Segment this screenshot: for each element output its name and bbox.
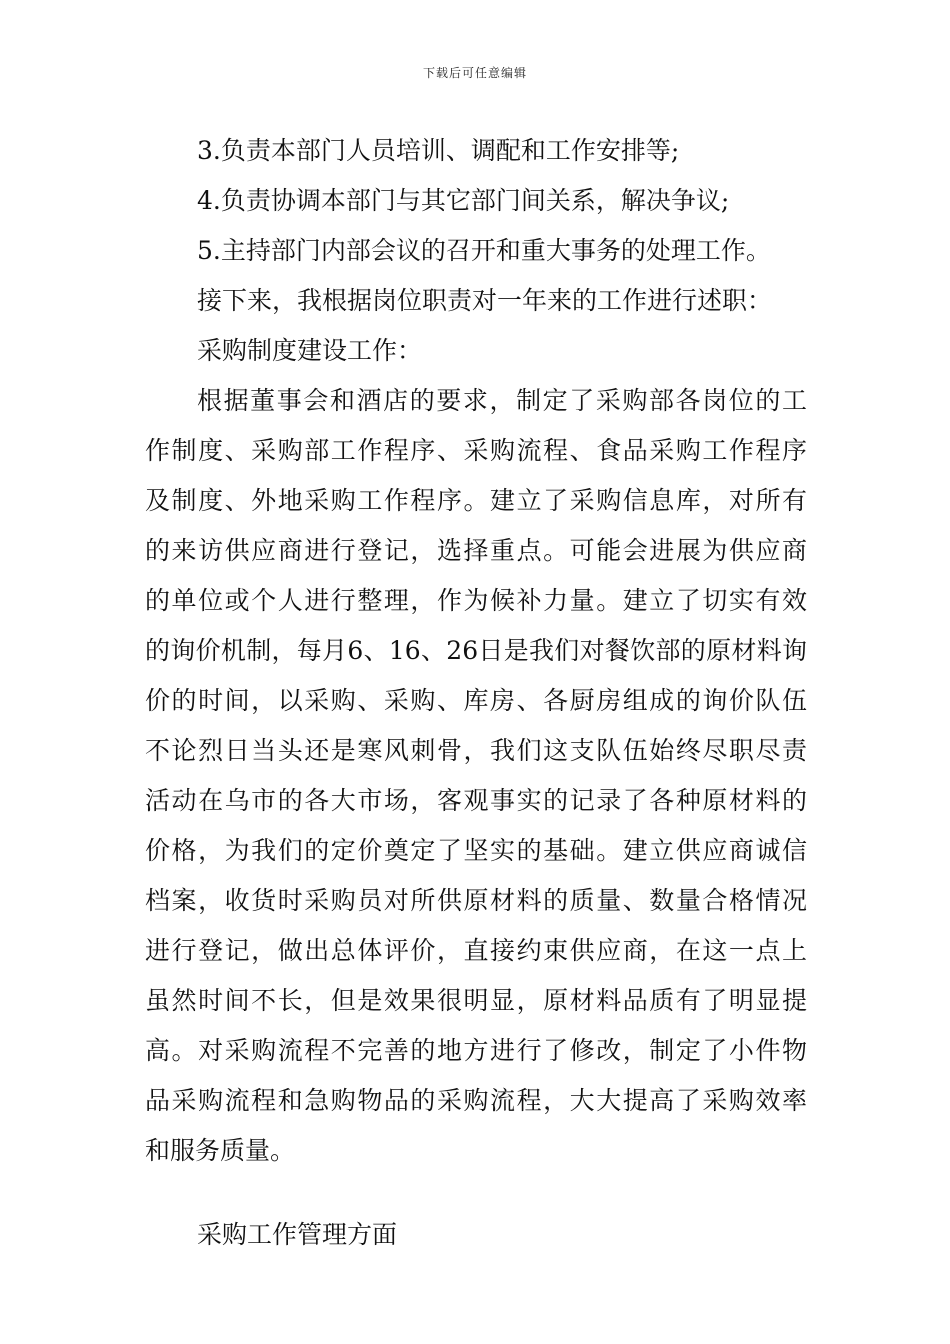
paragraph-line: 高。对采购流程不完善的地方进行了修改，制定了小件物 [145,1036,807,1065]
duty-item-5: 5.主持部门内部会议的召开和重大事务的处理工作。 [197,236,771,265]
page-header-note: 下载后可任意编辑 [422,66,527,80]
paragraph-line: 不论烈日当头还是寒风刺骨，我们这支队伍始终尽职尽责 [145,736,807,765]
paragraph-line: 根据董事会和酒店的要求，制定了采购部各岗位的工 [197,386,807,415]
paragraph-line: 进行登记，做出总体评价，直接约束供应商，在这一点上 [145,936,807,965]
paragraph-line: 虽然时间不长，但是效果很明显，原材料品质有了明显提 [145,986,807,1015]
paragraph-line: 活动在乌市的各大市场，客观事实的记录了各种原材料的 [145,786,807,815]
paragraph-line: 价的时间，以采购、采购、库房、各厨房组成的询价队伍 [145,686,807,715]
duty-item-3: 3.负责本部门人员培训、调配和工作安排等; [197,136,680,165]
paragraph-line: 的单位或个人进行整理，作为候补力量。建立了切实有效 [145,586,807,615]
section-heading-procurement-system: 采购制度建设工作： [197,336,423,365]
paragraph-line: 品采购流程和急购物品的采购流程，大大提高了采购效率 [145,1086,807,1115]
paragraph-line: 和服务质量。 [145,1136,296,1165]
document-body [145,126,807,1260]
paragraph-line: 及制度、外地采购工作程序。建立了采购信息库，对所有 [145,486,807,515]
paragraph-line: 作制度、采购部工作程序、采购流程、食品采购工作程序 [145,436,807,465]
procurement-system-paragraph [145,376,807,1176]
intro-paragraph: 接下来，我根据岗位职责对一年来的工作进行述职： [197,286,773,315]
paragraph-line: 档案，收货时采购员对所供原材料的质量、数量合格情况 [145,886,807,915]
paragraph-line: 的询价机制，每月6、16、26日是我们对餐饮部的原材料询 [145,636,807,665]
section-heading-procurement-management: 采购工作管理方面 [197,1220,398,1249]
paragraph-line: 的来访供应商进行登记，选择重点。可能会进展为供应商 [145,536,807,565]
paragraph-line: 价格，为我们的定价奠定了坚实的基础。建立供应商诚信 [145,836,807,865]
section-gap [145,1176,807,1210]
duty-item-4: 4.负责协调本部门与其它部门间关系，解决争议; [197,186,730,215]
